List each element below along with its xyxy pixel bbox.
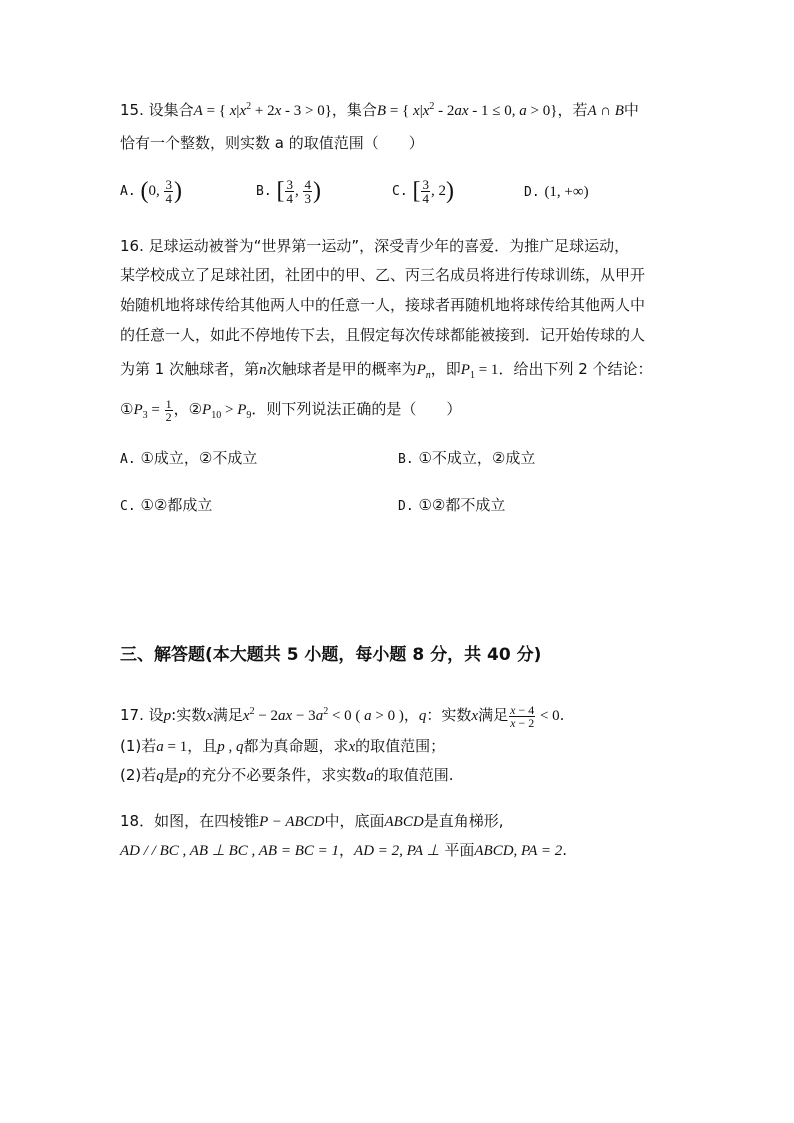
q16-text: ．给出下列 2 个结论： [498, 360, 653, 378]
q16-p3-eq: $P_3$ = $\frac{1}{2}$ [133, 397, 172, 424]
q18-base: ABCD [384, 814, 424, 830]
option-value: [ $\frac{3}{4}$ , 2) [412, 177, 454, 206]
q17-text: 满足 [478, 705, 509, 724]
q16-stem-line-6 [120, 398, 461, 423]
q16-text: ．则下列说法正确的是（ ） [251, 399, 462, 418]
q16-p1-eq: $P_1 = 1$ [460, 362, 499, 381]
q18-stem-line-1 [120, 811, 503, 832]
option-value: ①②都成立 [140, 496, 213, 514]
q15-option-c[interactable] [392, 178, 454, 205]
q18-text: 平面 [439, 841, 475, 859]
q17-inequality-p: $x^2 - 2ax - 3a^2 < 0$ ( a > 0 ) [242, 705, 404, 724]
q17-p-q: p , q [217, 739, 244, 755]
q17-text: 的取值范围. [373, 766, 454, 784]
q18-pyramid: P − ABCD [259, 814, 325, 830]
option-value: ①成立，②不成立 [140, 449, 258, 467]
q17-text: . [559, 705, 565, 724]
q17-stem [120, 704, 564, 729]
q16-stem-line-2: 某学校成立了足球社团，社团中的甲、乙、丙三名成员将进行传球训练，从甲开 [120, 266, 646, 284]
q16-var-n: n [259, 362, 267, 378]
q17-sub-2 [120, 765, 454, 786]
q17-text: 的充分不必要条件，求实数 [186, 766, 367, 784]
q17-var-q: q [156, 768, 164, 784]
q16-pn: $P_n$ [416, 362, 431, 381]
q16-option-a[interactable] [120, 447, 257, 468]
q16-option-b[interactable] [398, 447, 535, 468]
q15-text: ，集合 [331, 101, 377, 119]
q18-text: . [562, 841, 568, 859]
q16-text: ① [120, 399, 134, 418]
option-value: (0, $\frac{3}{4}$ ) [140, 177, 182, 206]
q16-text: ，② [173, 399, 203, 418]
q18-text: 是直角梯形, [423, 812, 504, 830]
q18-text: 18．如图，在四棱锥 [120, 812, 260, 830]
option-value: ①不成立，②成立 [418, 449, 536, 467]
q17-var-q: q [418, 707, 427, 724]
q17-text: (1)若 [120, 737, 157, 755]
q18-conditions: ABCD, PA = 2 [474, 843, 563, 859]
q15-option-d[interactable] [524, 182, 589, 201]
q17-text: (2)若 [120, 766, 157, 784]
q17-text: 的取值范围； [355, 737, 446, 755]
q16-stem-line-1: 16. 足球运动被誉为“世界第一运动”，深受青少年的喜爱．为推广足球运动， [120, 237, 630, 255]
option-label: A. [120, 452, 136, 467]
q15-set-b: B = { $x|x^2 - 2ax - 1 \le 0$, a > 0} [376, 101, 558, 119]
q17-text: ， [403, 705, 419, 724]
q15-option-b[interactable] [256, 178, 321, 205]
q15-stem-line-2: 恰有一个整数，则实数 a 的取值范围（ ） [120, 134, 424, 152]
q16-stem-line-5 [120, 359, 653, 380]
option-label: C. [120, 499, 136, 514]
q17-number: 17. [120, 705, 144, 724]
q17-var-a: a [366, 768, 374, 784]
q17-var-p: p [163, 707, 172, 724]
q16-option-c[interactable] [120, 494, 212, 515]
q17-text: :实数 [171, 705, 207, 724]
q17-text: 满足 [212, 705, 243, 724]
option-label: B. [256, 183, 272, 199]
q17-a-eq-1: a = 1 [156, 739, 188, 755]
q18-text: ， [339, 841, 355, 859]
q15-text: ，若 [557, 101, 588, 119]
q17-text: 设 [148, 705, 164, 724]
q17-text: ，且 [187, 737, 218, 755]
option-value: ①②都不成立 [418, 496, 506, 514]
q16-text: 次触球者是甲的概率为 [266, 360, 417, 378]
option-label: B. [398, 452, 414, 467]
q16-text: 为第 1 次触球者，第 [120, 360, 260, 378]
q17-var-p: p [178, 768, 187, 784]
q16-stem-line-4: 的任意一人，如此不停地传下去，且假定每次传球都能被接到．记开始传球的人 [120, 326, 646, 344]
option-label: A. [120, 183, 136, 199]
q17-inequality-q: $\frac{x - 4}{x - 2}$ < 0 [510, 703, 560, 730]
q16-p10-gt-p9: $P_{10} > P_9$ [202, 401, 252, 421]
option-label: D. [524, 185, 540, 200]
q17-var-x: x [471, 707, 479, 724]
q18-stem-line-2 [120, 840, 567, 861]
q15-text: 中 [623, 101, 639, 119]
q15-set-a: A = { $x|x^2 + 2x - 3 > 0$} [193, 101, 332, 119]
section-heading: 三、解答题(本大题共 5 小题，每小题 8 分，共 40 分) [120, 645, 542, 665]
q15-number: 15. [120, 101, 144, 119]
q16-option-d[interactable] [398, 494, 505, 515]
option-label: C. [392, 183, 408, 199]
q17-text: 是 [163, 766, 179, 784]
q15-stem-line-1 [120, 100, 639, 121]
q18-conditions: AD = 2, PA ⊥ [354, 843, 440, 859]
q16-stem-line-3: 始随机地将球传给其他两人中的任意一人，接球者再随机地将球传给其他两人中 [120, 296, 646, 314]
option-value: [ $\frac{3}{4}$ , $\frac{4}{3}$ ) [276, 177, 321, 206]
q15-intersection: A ∩ B [587, 103, 624, 119]
q17-var-x: x [206, 707, 213, 724]
option-label: D. [398, 499, 414, 514]
q18-conditions: AD / / BC , AB ⊥ BC , AB = BC = 1 [120, 843, 340, 859]
option-value: (1, +∞) [544, 184, 589, 200]
q15-option-a[interactable] [120, 178, 182, 205]
q16-text: ，即 [430, 360, 461, 378]
q17-text: ：实数 [426, 705, 472, 724]
q17-var-x: x [348, 739, 356, 755]
q17-text: 都为真命题，求 [243, 737, 349, 755]
q17-sub-1 [120, 736, 445, 757]
q15-text: 设集合 [148, 101, 194, 119]
q18-text: 中，底面 [324, 812, 385, 830]
